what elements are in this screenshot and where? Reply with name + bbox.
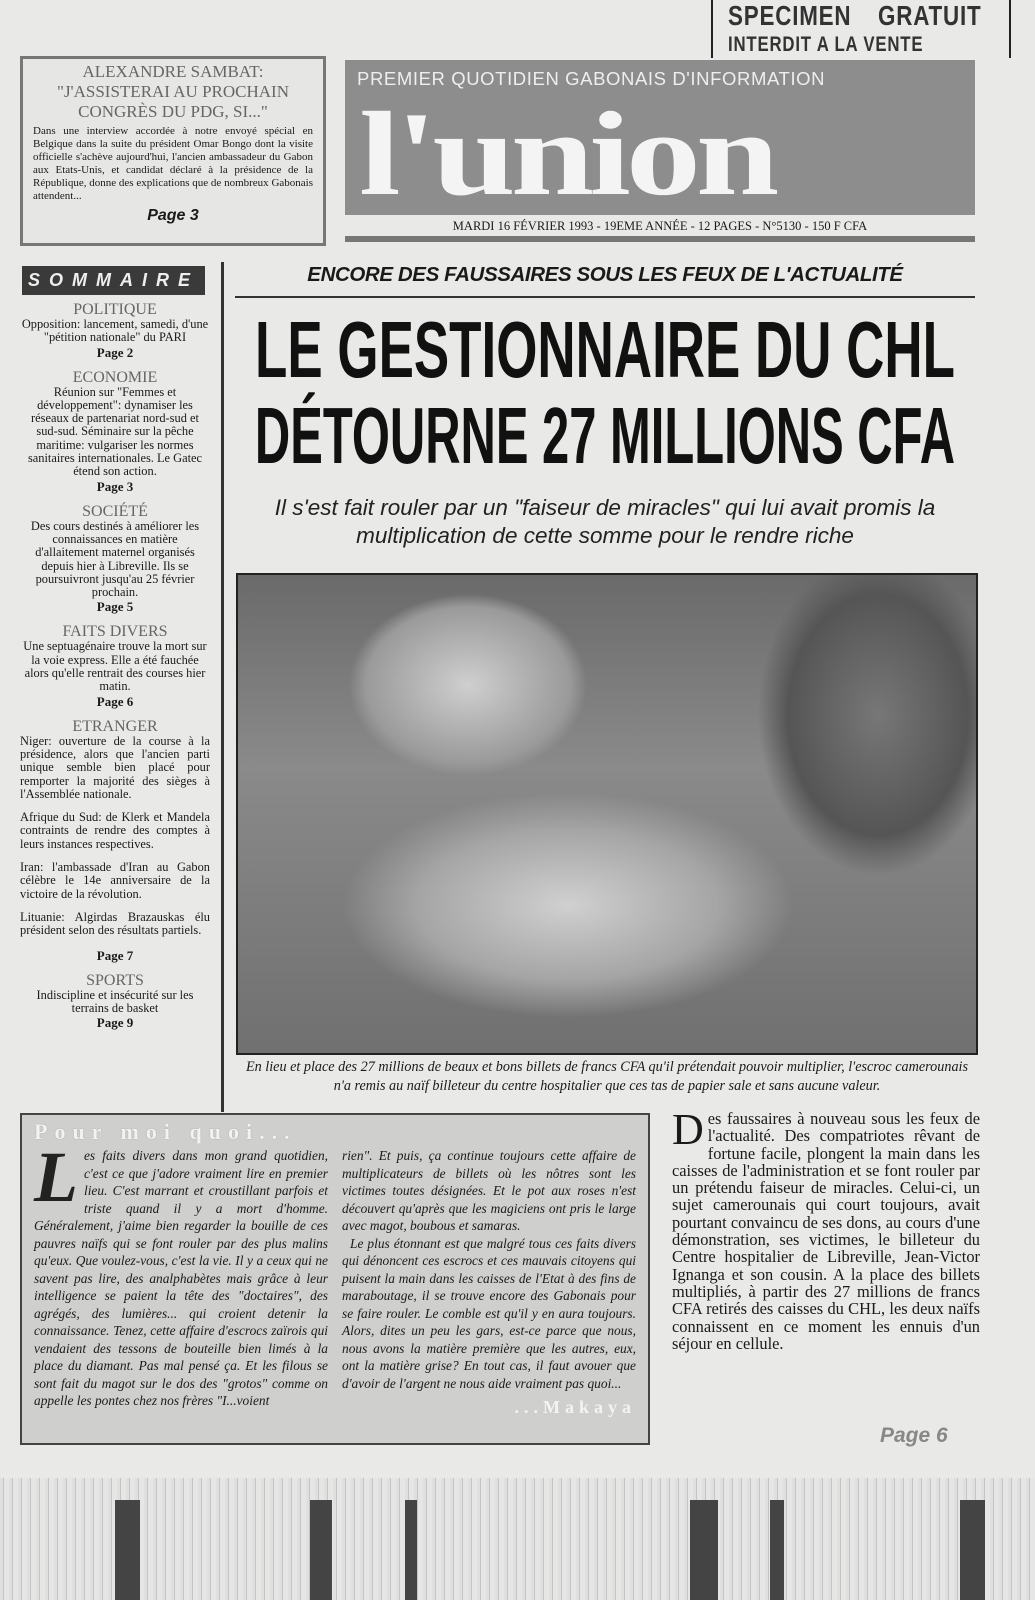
opinion-text-2: rien". Et puis, ça continue toujours cette affaire de multiplicateurs de billets où les nôtres sont les victimes toutes désignées. Et le pot aux roses n'est découvert qu'après que les magiciens ont pris le large avec magot, boubous et samaras. [342,1148,636,1233]
scan-artifact [770,1500,784,1600]
sommaire-item: Opposition: lancement, samedi, d'une "pétition nationale" du PARI [21,317,209,345]
opinion-signature: ...Makaya [514,1397,636,1417]
masthead-rule [345,236,975,242]
column-divider [221,262,224,1112]
sommaire-title: SOMMAIRE [22,266,205,295]
headline-text-1: LE GESTIONNAIRE DU CHL [255,305,955,394]
sommaire-item: Niger: ouverture de la course à la présidence, alors que l'ancien parti unique semble bien placé pour remporter la majorité des sièges à l'Assemblée nationale. [20,733,210,801]
kicker: ENCORE DES FAUSSAIRES SOUS LES FEUX DE L'ACTUALITÉ [307,263,903,286]
teaser-body: Dans une interview accordée à notre envoyé spécial en Belgique dans la suite du président Omar Bongo dont la visite officielle s'achève aujourd'hui, l'ancien ambassadeur du Gabon aux Etats-Unis, et candidat déclaré à la présidence de la République, donne des explications que de nombreux Gabonais attendent... [33,125,313,202]
sommaire-heading: ECONOMIE [72,368,158,386]
teaser-page: Page 3 [147,207,199,224]
stamp-border-left [711,0,713,58]
headline-text-2: DÉTOURNE 27 MILLIONS CFA [254,391,956,480]
sommaire-item: Une septuagénaire trouve la mort sur la voie express. Elle a été fauchée alors qu'elle rentrait des courses hier matin. [23,639,207,694]
kicker-rule [235,296,975,298]
photo-caption: En lieu et place des 27 millions de beaux et bons billets de francs CFA qu'il prétendait pouvoir multiplier, l'escroc camerounais n'a remis au naïf billeteur du centre hospitalier que ces tas de papier sale et sans aucune valeur. [245,1059,969,1094]
opinion-title: Pour moi quoi... [34,1119,297,1144]
sommaire-page: Page 3 [96,478,134,494]
scan-artifact [690,1500,718,1600]
scan-noise [0,1478,1035,1600]
article-dropcap: D [672,1105,704,1154]
scan-artifact [310,1500,332,1600]
stamp-border-right [1009,0,1011,58]
sommaire-page: Page 7 [96,947,134,963]
sommaire-heading: FAITS DIVERS [62,623,168,641]
sommaire-page: Page 2 [96,344,134,360]
scan-artifact [405,1500,417,1600]
subheadline: Il s'est fait rouler par un "faiseur de miracles" qui lui avait promis la multiplication de cette somme pour le rendre riche [274,495,936,548]
opinion-box [20,1113,650,1445]
sommaire-page: Page 9 [96,1015,134,1031]
scan-artifact [960,1500,985,1600]
sommaire-page: Page 5 [96,599,134,615]
masthead-tagline: PREMIER QUOTIDIEN GABONAIS D'INFORMATION [357,68,826,89]
stamp-interdit: INTERDIT A LA VENTE [728,33,924,56]
sommaire-heading: SOCIÉTÉ [82,502,148,520]
headline-line-1 [235,305,975,394]
sommaire-item: Afrique du Sud: de Klerk et Mandela contraints de rendre des comptes à leurs instances respectives. [20,810,210,851]
sommaire-list [20,302,210,1040]
lead-photo [236,573,978,1055]
teaser-title: ALEXANDRE SAMBAT: "J'ASSISTERAI AU PROCHAIN CONGRÈS DU PDG, SI..." [57,62,289,121]
headline-line-2 [235,391,975,480]
opinion-dropcap: L [34,1137,78,1217]
stamp-specimen: SPECIMEN [728,0,852,31]
sommaire-heading: SPORTS [86,971,144,989]
sommaire-item: Iran: l'ambassade d'Iran au Gabon célèbre le 14e anniversaire de la victoire de la révolution. [20,860,210,901]
opinion-column-1 [34,1137,328,1418]
article-body: es faussaires à nouveau sous les feux de l'actualité. Des compatriotes rêvant de fortune facile, plongent la main dans les caisses de l'administration et se font rouler par un prétendu faiseur de miracles. Celui-ci, un sujet camerounais qui court toujours, avait pourtant convaincu de ses dons, au cours d'une démonstration, ses victimes, le billeteur du Centre hospitalier de Libreville, Jean-Victor Ignanga et son cousin. A la place des billets multipliés, à partir des 27 millions de francs CFA retirés des caisses du CHL, les deux naïfs connaissent en ce moment les ennuis d'un séjour en cellule. [672,1109,980,1353]
opinion-column-2 [342,1147,636,1418]
stamp-gratuit: GRATUIT [878,0,982,31]
masthead-logo: l'union [359,87,775,215]
dateline: MARDI 16 FÉVRIER 1993 - 19EME ANNÉE - 12 PAGES - N°5130 - 150 F CFA [452,219,868,233]
sommaire-heading: ETRANGER [72,717,158,735]
sommaire-item: Des cours destinés à améliorer les connaissances en matière d'allaitement maternel organisés depuis hier à Libreville. Ils se poursuivront jusqu'au 25 février prochain. [30,518,200,600]
sommaire-item: Indiscipline et insécurité sur les terrains de basket [36,987,194,1015]
opinion-text-1: es faits divers dans mon grand quotidien, c'est ce que j'adore vraiment lire en premier lieu. C'est marrant et croustillant parfois et triste quand il y a mort d'homme. Généralement, j'aime bien regarder la bouille de ces pauvres naïfs qui se font rouler par des plus malins qu'eux. Que voulez-vous, c'est la vie. Il y a ceux qui ne savent pas lire, des analphabètes mais grâce à leur intelligence se paient la tête des "doctaires", des agrégés, des lumières... qui croient detenir la connaissance. Tenez, cette affaire d'escrocs zaïrois qui vendaient des tessons de bouteille bien limés à la place du diamant. Pas mal pensé ça. Et les filous se sont fait du magot sur le dos des "grotos" comme on appelle les pontes chez nos frères "I...voient [34,1148,328,1408]
teaser-box [20,56,326,246]
sommaire-item: Lituanie: Algirdas Brazauskas élu président selon des résultats partiels. [20,909,210,938]
lead-article [672,1105,980,1353]
sommaire-heading: POLITIQUE [73,301,157,318]
opinion-text-3: Le plus étonnant est que malgré tous ces faits divers qui dénoncent ces escrocs et ces mauvais citoyens qui puisent la main dans les caisses de l'Etat à des fins de maraboutage, il se trouve encore des Gabonais pour se faire rouler. Le comble est qu'il y en aura toujours. Alors, dites un peu les gars, est-ce parce que nous, nous avons la matière première que les autres, eux, ont la matière grise? En tout cas, il faut avouer que d'avoir de l'argent ne nous aide vraiment pas quoi... [342,1235,636,1391]
scan-artifact [115,1500,140,1600]
article-page-ref: Page 6 [880,1424,948,1447]
masthead [345,60,975,215]
sommaire-item: Réunion sur "Femmes et développement": dynamiser les réseaux de partenariat nord-sud et sud-sud. Séminaire sur la pêche maritime: vulgariser les normes sanitaires internationales. Le Gatec étend son action. [27,384,203,479]
sommaire-page: Page 6 [96,693,134,709]
